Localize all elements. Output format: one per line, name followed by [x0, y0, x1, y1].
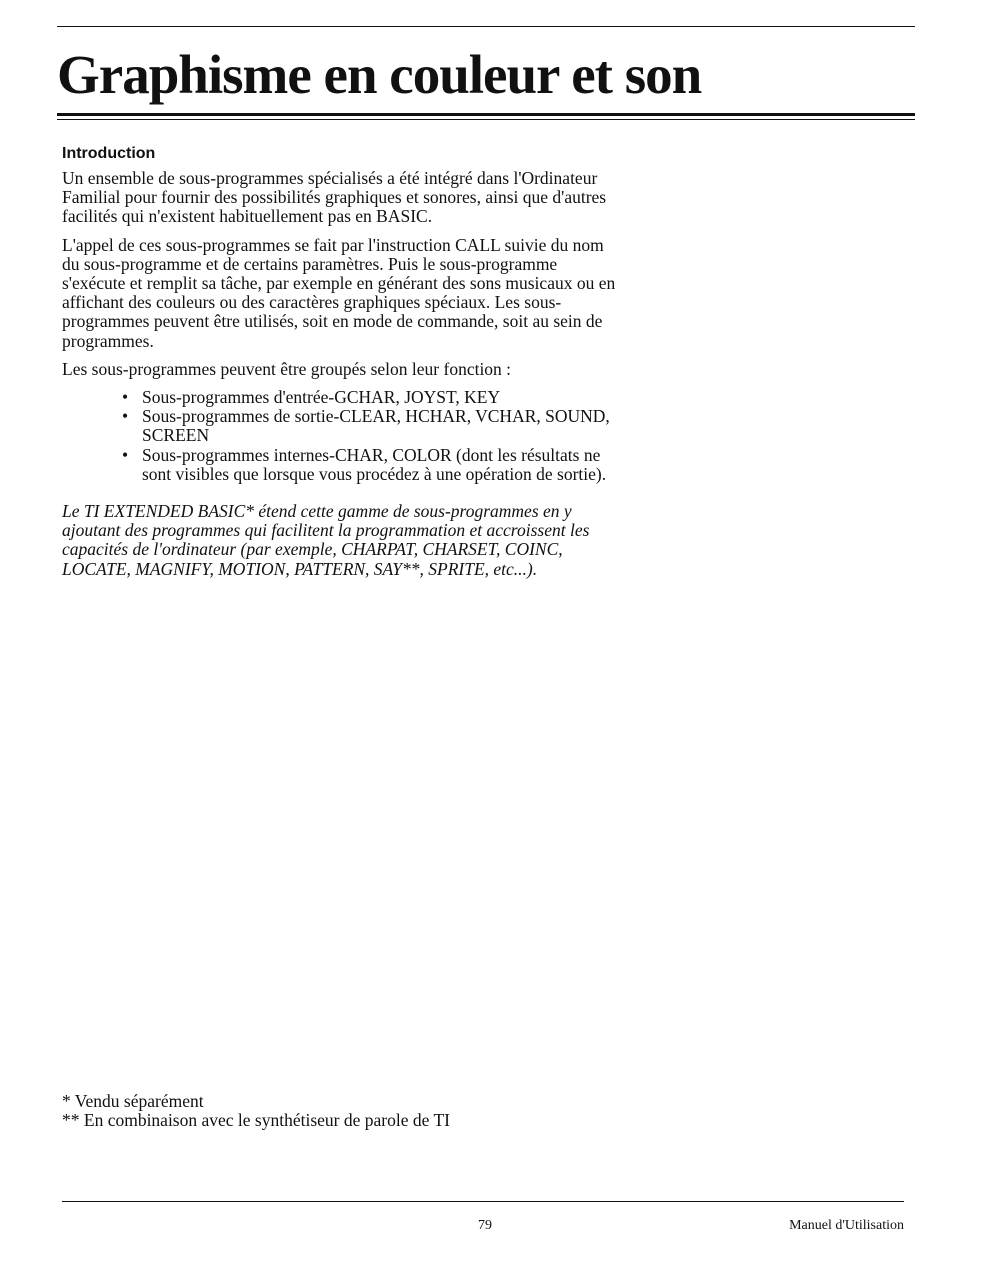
bullet-icon: •	[122, 444, 129, 465]
list-item	[122, 387, 622, 408]
list-item	[122, 444, 622, 484]
list-item	[122, 406, 622, 446]
page-title: Graphisme en couleur et son	[57, 44, 702, 105]
title-underline-thick	[57, 113, 915, 116]
section-body	[62, 169, 622, 588]
subprogram-list	[62, 388, 622, 484]
list-item-text: Sous-programmes internes-CHAR, COLOR (dont les résultats ne sont visibles que lorsque vous procédez à une opération de sortie).	[142, 444, 607, 484]
footnotes	[62, 1092, 450, 1130]
footer-rule	[62, 1201, 904, 1202]
footnote-sold-separately: * Vendu séparément	[62, 1091, 204, 1111]
title-underline-thin	[57, 119, 915, 120]
page-number: 79	[478, 1218, 492, 1233]
list-item-text: Sous-programmes d'entrée-GCHAR, JOYST, KEY	[142, 387, 501, 408]
section-heading: Introduction	[62, 145, 156, 162]
paragraph-call: L'appel de ces sous-programmes se fait par l'instruction CALL suivie du nom du sous-programme et de certains paramètres. Puis le sous-programme s'exécute et remplit sa tâche, par exemple en générant des sons musicaux ou en affichant des couleurs ou des caractères graphiques spéciaux. Les sous-programmes peuvent être utilisés, soit en mode de commande, soit au sein de programmes.	[62, 234, 616, 351]
paragraph-extended-basic: Le TI EXTENDED BASIC* étend cette gamme de sous-programmes en y ajoutant des programmes qui facilitent la programmation et accroissent les capacités de l'ordinateur (par exemple, CHARPAT, CHARSET, COINC, LOCATE, MAGNIFY, MOTION, PATTERN, SAY**, SPRITE, etc...).	[62, 501, 590, 579]
bullet-icon: •	[122, 406, 129, 427]
bullet-icon: •	[122, 387, 129, 408]
paragraph-intro: Un ensemble de sous-programmes spécialisés a été intégré dans l'Ordinateur Familial pour fournir des possibilités graphiques et sonores, ainsi que d'autres facilités qui n'existent habituellement pas en BASIC.	[62, 168, 607, 227]
top-rule	[57, 26, 915, 27]
list-item-text: Sous-programmes de sortie-CLEAR, HCHAR, VCHAR, SOUND, SCREEN	[142, 406, 610, 446]
footnote-speech-synthesizer: ** En combinaison avec le synthétiseur de parole de TI	[62, 1110, 450, 1131]
paragraph-groups: Les sous-programmes peuvent être groupés selon leur fonction :	[62, 358, 512, 379]
footer-manual-title: Manuel d'Utilisation	[789, 1218, 904, 1233]
